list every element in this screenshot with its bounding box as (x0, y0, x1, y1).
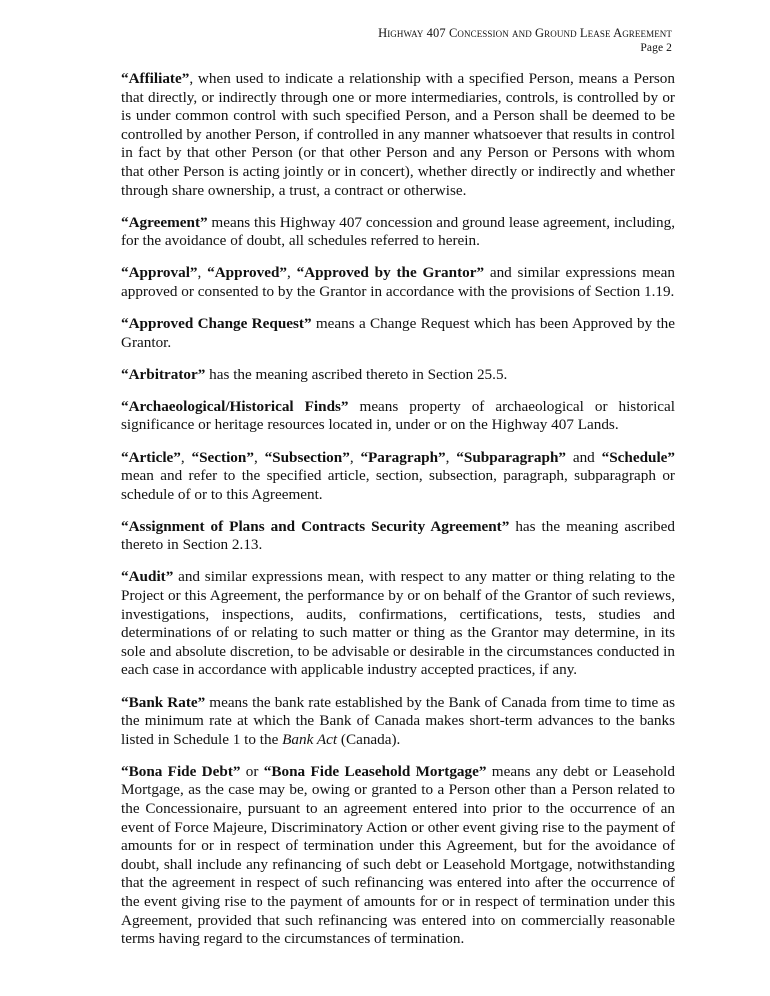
defined-term: “Arbitrator” (121, 365, 206, 383)
defined-term: “Approved” (207, 264, 287, 282)
term-separator: , (349, 448, 361, 466)
definition-paragraph (121, 449, 675, 505)
defined-term: “Schedule” (601, 448, 676, 466)
page-header (378, 26, 672, 56)
definition-paragraph (121, 366, 675, 385)
defined-term: “Subparagraph” (456, 448, 567, 466)
term-separator: , (253, 448, 265, 466)
defined-term: “Agreement” (121, 213, 208, 231)
term-separator: and (566, 448, 602, 466)
defined-term: “Bona Fide Leasehold Mortgage” (263, 762, 487, 780)
definition-text: and similar expressions mean, with respect to any matter or thing relating to the Project or this Agreement, the performance by or on behalf of the Grantor of such reviews, investigations, inspections, audits, confirmations, certifications, tests, studies and determinations of or relating to such matter or thing as the Grantor may determine, in its sole and absolute discretion, to be advisable or desirable in the circumstances conducted in each case in accordance with applicable industry accepted practices, if any. (121, 568, 675, 679)
definition-text-tail: (Canada). (337, 730, 401, 748)
definition-paragraph (121, 763, 675, 949)
definition-paragraph (121, 315, 675, 352)
definition-text: means property of archaeological or historical significance or heritage resources located in, under or on the Highway 407 Lands. (121, 397, 675, 434)
definition-text: means a Change Request which has been Approved by the Grantor. (121, 315, 675, 351)
definition-paragraph (121, 568, 675, 680)
defined-term: “Bank Rate” (121, 693, 206, 711)
defined-term: “Bona Fide Debt” (121, 762, 241, 780)
definition-text: and similar expressions mean approved or consented to by the Grantor in accordance with the provisions of Section 1.19. (121, 264, 676, 300)
defined-term: “Article” (121, 448, 181, 466)
defined-term: “Approval” (121, 264, 198, 282)
definition-text: , when used to indicate a relationship with a specified Person, means a Person that directly, or indirectly through one or more intermediaries, controls, is controlled by or is under common control with such specified Person, and a Person shall be deemed to be controlled by another Person, if controlled in any manner whatsoever that results in control in fact by that other Person (or that other Person and any Person or Persons with whom that other Person is acting jointly or in concert), whether directly or indirectly and whether through share ownership, a trust, a contract or otherwise. (121, 70, 675, 199)
defined-term: “Approved Change Request” (121, 315, 312, 333)
term-separator: , (180, 448, 192, 466)
definition-paragraph (121, 214, 675, 251)
definition-text: mean and refer to the specified article, section, subsection, paragraph, subparagraph or schedule of or to this Agreement. (121, 467, 675, 503)
term-separator: , (197, 264, 208, 282)
defined-term: “Audit” (121, 568, 174, 586)
definition-text: means this Highway 407 concession and ground lease agreement, including, for the avoidance of doubt, all schedules referred to herein. (121, 213, 675, 250)
defined-term: “Archaeological/Historical Finds” (121, 397, 349, 415)
term-separator: , (445, 448, 457, 466)
definition-text: means any debt or Leasehold Mortgage, as the case may be, owing or granted to a Person other than a Person related to the Concessionaire, pursuant to an agreement entered into prior to the occurrence of an event of Force Majeure, Discriminatory Action or other event giving rise to the payment of amounts for or in respect of termination under this Agreement, but for the avoidance of doubt, shall include any refinancing of such debt or Leasehold Mortgage, notwithstanding that the agreement in respect of such refinancing was entered into after the occurrence of the event giving rise to the payment of amounts for or in respect of termination under this Agreement, provided that such refinancing was entered into on commercially reasonable terms having regard to the circumstances of termination. (121, 762, 675, 948)
definition-text: has the meaning ascribed thereto in Section 25.5. (205, 365, 508, 383)
defined-term: “Affiliate” (121, 70, 190, 87)
defined-term: “Approved by the Grantor” (296, 264, 485, 282)
term-separator: , (287, 264, 297, 282)
definition-paragraph (121, 398, 675, 435)
defined-term: “Subsection” (264, 448, 350, 466)
definition-paragraph (121, 264, 675, 301)
page-number: Page 2 (640, 42, 672, 54)
defined-term: “Section” (191, 448, 254, 466)
definition-text: means the bank rate established by the Bank of Canada from time to time as the minimum rate at which the Bank of Canada makes short-term advances to the banks listed in Schedule 1 to the (121, 693, 675, 748)
defined-term: “Assignment of Plans and Contracts Security Agreement” (121, 517, 510, 535)
statute-name: Bank Act (282, 730, 338, 748)
definition-text: has the meaning ascribed thereto in Section 2.13. (121, 517, 675, 554)
definition-paragraph (121, 518, 675, 555)
document-title: Highway 407 Concession and Ground Lease Agreement (378, 26, 672, 40)
term-separator: or (240, 762, 264, 780)
definitions-list (121, 70, 675, 962)
defined-term: “Paragraph” (360, 448, 446, 466)
definition-paragraph (121, 694, 675, 750)
definition-paragraph (121, 70, 675, 200)
